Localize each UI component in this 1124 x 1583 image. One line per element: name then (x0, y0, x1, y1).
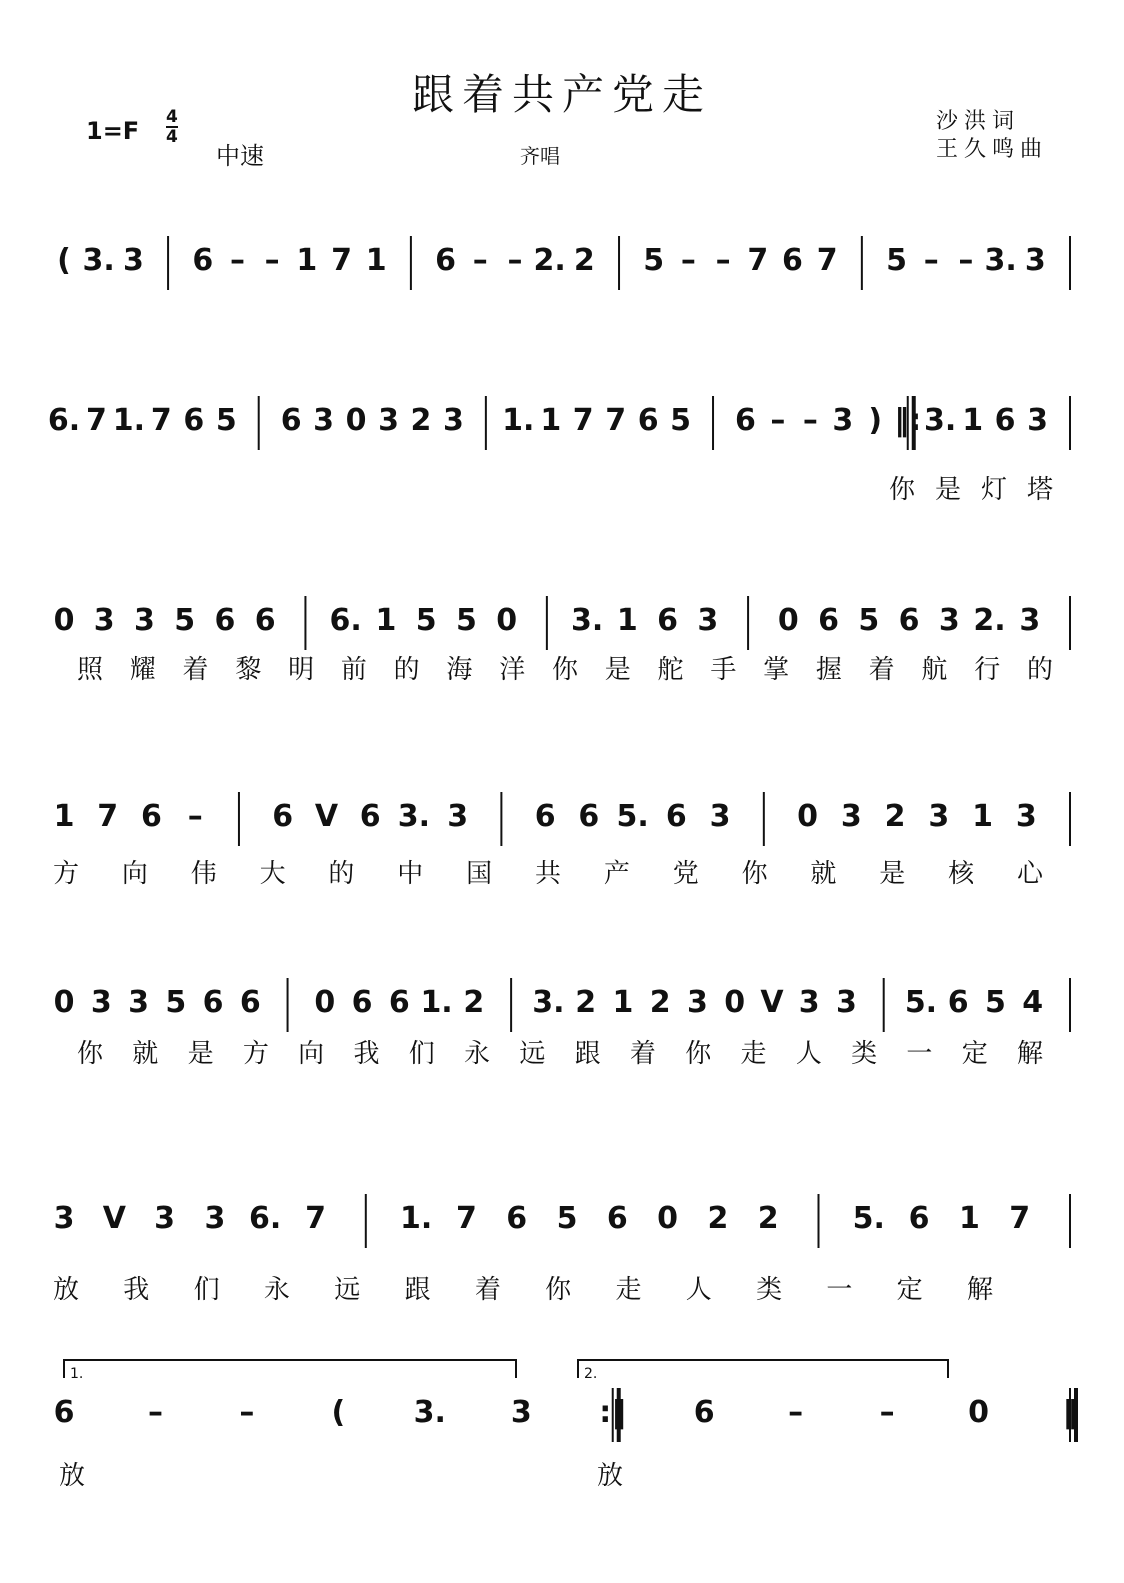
note: 3 (709, 799, 731, 834)
note: 2 (410, 403, 432, 438)
note: 1 (612, 985, 634, 1020)
lyric-syllable: 灯 (980, 475, 1008, 505)
lyric-syllable: 国 (466, 859, 493, 889)
note: 3 (128, 985, 149, 1020)
note: – (958, 243, 974, 278)
note: 0 (53, 603, 75, 638)
note: 6 (578, 799, 600, 834)
note: 3 (1024, 243, 1046, 278)
note: 6 (506, 1201, 528, 1236)
lyric-syllable: 的 (393, 655, 420, 685)
lyric-syllable: 放 (58, 1461, 86, 1491)
note: 6 (192, 243, 214, 278)
note: 6 (351, 985, 373, 1020)
note: 6 (908, 1201, 930, 1236)
note: 6 (214, 603, 236, 638)
note: 4 (1022, 985, 1044, 1020)
note: 6 (183, 403, 205, 438)
note: 3 (1015, 799, 1037, 834)
lyric-syllable: 着 (629, 1039, 656, 1069)
note: 5 (556, 1201, 578, 1236)
note: – (680, 243, 696, 278)
note: 1 (53, 799, 75, 834)
lyric-syllable: 是 (187, 1039, 214, 1069)
lyric-syllable: 类 (851, 1039, 878, 1069)
note: – (788, 1395, 804, 1430)
song-title: 跟着共产党走 (411, 70, 712, 119)
lyric-syllable: 向 (121, 859, 148, 889)
note: 3. (924, 403, 957, 438)
note: 1 (616, 603, 638, 638)
note: – (264, 243, 280, 278)
lyric-syllable: 解 (1016, 1039, 1044, 1069)
lyric-syllable: 永 (263, 1275, 290, 1305)
lyric-syllable: 你 (685, 1039, 712, 1069)
note: 2 (649, 985, 671, 1020)
note: 5 (415, 603, 437, 638)
note: 2 (707, 1201, 729, 1236)
note: 3 (93, 603, 115, 638)
lyric-syllable: 着 (474, 1275, 501, 1305)
note: 3 (378, 403, 399, 438)
volta-label: 1. (70, 1366, 84, 1382)
note: 1. (399, 1201, 433, 1236)
barline-symbol: | (1064, 985, 1076, 1020)
note: 0 (345, 403, 367, 438)
note: 5 (643, 243, 665, 278)
lyric-syllable: 就 (132, 1039, 159, 1069)
barline-symbol: | (813, 1201, 824, 1236)
barline-symbol: | (758, 799, 770, 834)
note: 3. (82, 243, 115, 278)
note: 3 (798, 985, 820, 1020)
barline-symbol: | (1064, 1201, 1076, 1236)
lyric-syllable: 着 (868, 655, 895, 685)
barline-symbol: | (495, 799, 507, 834)
note: 7 (150, 403, 172, 438)
lyric-syllable: 核 (948, 859, 975, 889)
note: 5 (165, 985, 187, 1020)
meter-top: 4 (166, 107, 178, 127)
note: 6 (693, 1395, 715, 1430)
lyric-syllable: 方 (52, 859, 80, 889)
lyric-syllable: 航 (921, 655, 948, 685)
note: 6 (782, 243, 803, 278)
note: V (102, 1201, 126, 1236)
note: 1. (112, 403, 146, 438)
note: 7 (86, 403, 107, 438)
note: 3. (397, 799, 431, 834)
note: 3 (53, 1201, 75, 1236)
note: 3 (832, 403, 854, 438)
note: 7 (816, 243, 838, 278)
note: 6. (329, 603, 362, 638)
note: 7 (1009, 1201, 1031, 1236)
note: 3 (134, 603, 155, 638)
note: 7 (97, 799, 119, 834)
note: 3 (1019, 603, 1041, 638)
note: 0 (797, 799, 819, 834)
barline-symbol: | (253, 403, 265, 438)
note: 1 (972, 799, 993, 834)
lyric-syllable: 放 (52, 1275, 80, 1305)
note: 3 (686, 985, 708, 1020)
note: – (147, 1395, 163, 1430)
note: 6 (818, 603, 839, 638)
barline-symbol: | (405, 243, 417, 278)
note: 6 (657, 603, 679, 638)
lyric-syllable: 是 (934, 475, 962, 505)
note: 2. (973, 603, 1006, 638)
note: 6 (53, 1395, 75, 1430)
meter-bottom: 4 (166, 127, 178, 147)
note: 6 (665, 799, 687, 834)
note: 3 (836, 985, 857, 1020)
note: 3 (204, 1201, 226, 1236)
note: 3 (938, 603, 960, 638)
note: 5 (858, 603, 880, 638)
note: 6 (359, 799, 381, 834)
note: 3 (510, 1395, 532, 1430)
volta-bracket (578, 1360, 948, 1378)
lyric-syllable: 定 (896, 1275, 923, 1305)
lyricist-credit: 沙洪词 (936, 109, 1021, 134)
note: 6 (637, 403, 659, 438)
note: 3 (90, 985, 112, 1020)
lyric-syllable: 跟 (574, 1039, 601, 1069)
note: 2 (575, 985, 597, 1020)
lyric-syllable: 一 (826, 1275, 853, 1305)
note: V (314, 799, 339, 834)
volta-bracket (64, 1360, 516, 1378)
barline-symbol: | (878, 985, 890, 1020)
note: 6 (994, 403, 1016, 438)
note: V (760, 985, 784, 1020)
lyric-syllable: 海 (446, 655, 473, 685)
note: 5 (174, 603, 196, 638)
note: 6. (249, 1201, 282, 1236)
note: 0 (724, 985, 746, 1020)
lyric-syllable: 掌 (763, 655, 790, 685)
note: 7 (747, 243, 769, 278)
note: – (879, 1395, 895, 1430)
note: 6 (280, 403, 302, 438)
note: 3. (413, 1395, 446, 1430)
lyric-syllable: 共 (534, 859, 562, 889)
volta-label: 2. (584, 1366, 598, 1382)
lyric-syllable: 洋 (499, 655, 526, 685)
note: – (472, 243, 488, 278)
lyric-syllable: 你 (76, 1039, 104, 1069)
barline-symbol: | (707, 403, 719, 438)
barline-symbol: | (742, 603, 754, 638)
note: 2. (533, 243, 566, 278)
note: 3 (697, 603, 719, 638)
note: 0 (53, 985, 75, 1020)
note: 3 (840, 799, 862, 834)
note: 6 (388, 985, 410, 1020)
note: ) (868, 403, 883, 438)
lyric-syllable: 照 (76, 655, 104, 685)
note: 6 (239, 985, 261, 1020)
lyric-syllable: 们 (193, 1275, 220, 1305)
composer-credit: 王久鸣曲 (936, 137, 1049, 162)
note: 2 (884, 799, 906, 834)
note: 1. (502, 403, 535, 438)
barline-symbol: :‖ (599, 1395, 627, 1430)
note: 6. (47, 403, 81, 438)
performance-mode: 齐唱 (520, 144, 560, 168)
barline-symbol: | (360, 1201, 372, 1236)
note: 6 (254, 603, 276, 638)
note: 0 (968, 1395, 989, 1430)
note: 6 (898, 603, 920, 638)
tempo-marking: 中速 (216, 142, 264, 170)
note: 7 (605, 403, 627, 438)
key-signature: 1=F (86, 117, 140, 145)
lyric-syllable: 塔 (1026, 475, 1054, 505)
note: 6 (202, 985, 224, 1020)
note: 6 (435, 243, 457, 278)
note: 1 (296, 243, 318, 278)
barline-symbol: | (856, 243, 868, 278)
note: 6 (947, 985, 969, 1020)
barline-symbol: ‖ (1062, 1395, 1078, 1430)
lyric-syllable: 走 (740, 1039, 767, 1069)
barline-symbol: | (162, 243, 174, 278)
note: ( (331, 1395, 346, 1430)
barline-symbol: | (1064, 603, 1076, 638)
lyric-syllable: 类 (756, 1275, 783, 1305)
lyric-syllable: 的 (328, 859, 355, 889)
note: 7 (572, 403, 594, 438)
note: 0 (657, 1201, 679, 1236)
note: 3. (570, 603, 604, 638)
barline-symbol: | (282, 985, 294, 1020)
note: – (802, 403, 818, 438)
barline-symbol: | (233, 799, 245, 834)
note: 0 (496, 603, 518, 638)
note: 1 (962, 403, 984, 438)
note: 7 (455, 1201, 477, 1236)
note: 3 (122, 243, 144, 278)
note: 3 (447, 799, 469, 834)
note: – (507, 243, 523, 278)
note: 5 (455, 603, 477, 638)
lyric-syllable: 手 (710, 655, 737, 685)
lyric-syllable: 握 (815, 655, 842, 685)
lyric-syllable: 前 (340, 655, 367, 685)
note: 2 (757, 1201, 779, 1236)
note: 5. (852, 1201, 885, 1236)
lyric-syllable: 的 (1026, 655, 1054, 685)
note: 1 (958, 1201, 980, 1236)
lyric-syllable: 定 (961, 1039, 988, 1069)
note: 6 (272, 799, 294, 834)
note: 3 (928, 799, 950, 834)
note: 1 (540, 403, 562, 438)
lyric-syllable: 是 (604, 655, 631, 685)
lyric-syllable: 远 (334, 1275, 361, 1305)
note: 3. (984, 243, 1017, 278)
note: 3 (313, 403, 335, 438)
note: 6 (141, 799, 162, 834)
lyric-syllable: 永 (464, 1039, 491, 1069)
barline-symbol: ‖: (894, 403, 922, 438)
note: 2 (573, 243, 595, 278)
lyric-syllable: 们 (408, 1039, 435, 1069)
lyric-syllable: 我 (353, 1039, 380, 1069)
note: 5. (904, 985, 938, 1020)
lyric-syllable: 方 (242, 1039, 269, 1069)
note: 2 (463, 985, 485, 1020)
lyric-syllable: 我 (123, 1275, 150, 1305)
barline-symbol: | (613, 243, 625, 278)
lyric-syllable: 就 (810, 859, 837, 889)
note: 7 (331, 243, 352, 278)
lyric-syllable: 伟 (190, 859, 217, 889)
lyric-syllable: 你 (741, 859, 768, 889)
lyric-syllable: 黎 (235, 655, 262, 685)
lyric-syllable: 一 (906, 1039, 933, 1069)
lyric-syllable: 你 (888, 475, 916, 505)
note: 5 (886, 243, 907, 278)
lyric-syllable: 人 (795, 1039, 822, 1069)
barline-symbol: | (480, 403, 492, 438)
lyric-syllable: 大 (259, 859, 286, 889)
lyric-syllable: 产 (603, 859, 630, 889)
note: – (239, 1395, 255, 1430)
lyric-syllable: 人 (685, 1275, 712, 1305)
barline-symbol: | (541, 603, 553, 638)
note: – (229, 243, 245, 278)
note: 3. (532, 985, 565, 1020)
lyric-syllable: 中 (397, 859, 424, 889)
note: 5 (215, 403, 237, 438)
barline-symbol: | (1064, 799, 1076, 834)
note: 5. (616, 799, 649, 834)
note: 5 (670, 403, 692, 438)
lyric-syllable: 着 (182, 655, 209, 685)
note: – (923, 243, 939, 278)
note: 6 (606, 1201, 628, 1236)
note: – (715, 243, 731, 278)
note: – (187, 799, 203, 834)
note: – (770, 403, 786, 438)
barline-symbol: | (505, 985, 517, 1020)
lyric-syllable: 舵 (657, 655, 684, 685)
lyric-syllable: 远 (519, 1039, 546, 1069)
note: 3 (442, 403, 464, 438)
note: 3 (1027, 403, 1048, 438)
note: 6 (534, 799, 556, 834)
lyric-syllable: 走 (615, 1275, 642, 1305)
lyric-syllable: 你 (551, 655, 579, 685)
note: 0 (777, 603, 799, 638)
note: 7 (305, 1201, 326, 1236)
lyric-syllable: 明 (288, 655, 315, 685)
lyric-syllable: 党 (672, 859, 699, 889)
lyric-syllable: 向 (298, 1039, 325, 1069)
lyric-syllable: 心 (1016, 859, 1044, 889)
lyric-syllable: 行 (974, 655, 1001, 685)
lyric-syllable: 你 (545, 1275, 572, 1305)
note: ( (57, 243, 71, 278)
note: 0 (314, 985, 336, 1020)
note: 5 (985, 985, 1006, 1020)
note: 1. (420, 985, 453, 1020)
lyric-syllable: 是 (879, 859, 906, 889)
note: 1 (365, 243, 387, 278)
barline-symbol: | (1064, 403, 1076, 438)
lyric-syllable: 跟 (404, 1275, 431, 1305)
lyric-syllable: 解 (966, 1275, 994, 1305)
lyric-syllable: 放 (596, 1461, 624, 1491)
barline-symbol: | (299, 603, 311, 638)
note: 6 (735, 403, 756, 438)
lyric-syllable: 耀 (129, 655, 156, 685)
note: 3 (154, 1201, 176, 1236)
note: 1 (375, 603, 397, 638)
barline-symbol: | (1064, 243, 1076, 278)
